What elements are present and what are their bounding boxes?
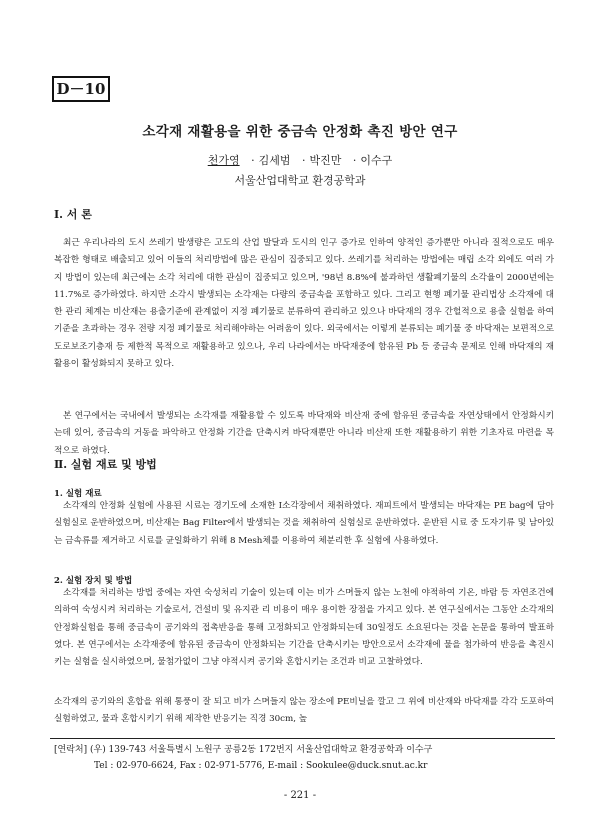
subsection-heading-materials: 1. 실험 재료: [54, 489, 102, 499]
apparatus-paragraph-1: 소각재를 처리하는 방법 중에는 자연 숙성처리 기술이 있는데 이는 비가 스며들지 않는 노천에 야적하여 기온, 바람 등 자연조건에 의하여 숙성시켜 처리하는 기술로서, 건설비 및 유지관 리 비용이 매우 용이한 장점을 가지고 있다. 본 연구실에서는 그동안 소각재의 안정화실험을 통해 중금속이 공기와의 접촉반응을 통해 고정화되고 안정화되는데 30일정도 소요된다는 것을 논문을 통하여 발표하였다. 본 연구에서는 소각재중에 함유된 중금속이 안정화되는 기간을 단축시키는 방안으로서 소각재에 물을 첨가하여 반응을 촉진시키는 실험을 실시하였으며, 물첨가없이 그냥 야적시켜 공기와 혼합시키는 조건과 비교 고찰하였다.: [54, 588, 554, 668]
author: 김세범: [258, 154, 291, 167]
intro-paragraph-2: 본 연구에서는 국내에서 발생되는 소각재를 재활용할 수 있도록 바닥재와 비산재 중에 함유된 중금속을 자연상태에서 안정화시키는데 있어, 중금속의 거동을 파악하고 안정화 기간을 단축시켜 바닥재뿐만 아니라 비산재 또한 재활용하기 위한 기초자료 마련을 목적으로 하였다.: [54, 411, 554, 456]
author-list: [0, 152, 600, 168]
footer-phone: Tel : 02-970-6624, Fax : 02-971-5776, E-mail : Sookulee@duck.snut.ac.kr: [94, 761, 428, 771]
contact-label: [연락처]: [54, 745, 88, 755]
section-heading-methods: Ⅱ. 실험 재료 및 방법: [54, 458, 157, 471]
affiliation: 서울산업대학교 환경공학과: [234, 174, 366, 187]
subsection-heading-apparatus: 2. 실험 장치 및 방법: [54, 576, 133, 586]
section-heading-intro: Ⅰ. 서 론: [54, 208, 92, 221]
footer-divider: [50, 738, 555, 739]
author: 박진만: [309, 154, 342, 167]
author: 이수구: [360, 154, 393, 167]
materials-paragraph: 소각재의 안정화 실험에 사용된 시료는 경기도에 소재한 I소각장에서 채취하였다. 재피트에서 발생되는 바닥재는 PE bag에 담아 실험실로 운반하였으며, 비산재는 Bag Filter에서 발생되는 것을 채취하여 실험실로 운반하였다. 운반된 시료 중 도자기류 및 남아있는 금속류를 제거하고 시료를 균일화하기 위해 8 Mesh체를 이용하여 체분리한 후 실험에 사용하였다.: [54, 501, 554, 546]
intro-paragraph-1: 최근 우리나라의 도시 쓰레기 발생량은 고도의 산업 발달과 도시의 인구 증가로 인하여 양적인 증가뿐만 아니라 질적으로도 매우 복잡한 형태로 배출되고 있어 이들의 처리방법에 많은 관심이 집중되고 있다. 쓰레기를 처리하는 방법에는 매립 소각 외에도 여러 가지 방법이 있는데 최근에는 소각 처리에 대한 관심이 집중되고 있으며, '98년 8.8%에 불과하던 생활폐기물의 소각율이 2000년에는 11.7%로 증가하였다. 하지만 소각시 발생되는 소각재는 다량의 중금속을 포함하고 있다. 그리고 현행 폐기물 관리법상 소각재에 대한 관리 체계는 비산재는 용출기준에 관계없이 지정 폐기물로 분류하여 관리하고 있으나 바닥재의 경우 간헐적으로 용출 실험을 하여 기준을 초과하는 경우 전량 지정 폐기물로 처리해야하는 어려움이 있다. 외국에서는 이렇게 분류되는 폐기물 중 바닥재는 보편적으로 도로보조기층재 등 제한적 목적으로 재활용하고 있으나, 우리 나라에서는 바닥재중에 함유된 Pb 등 중금속 문제로 인해 바닥재의 재활용이 활성화되지 못하고 있다.: [54, 238, 554, 370]
page-number: - 221 -: [283, 790, 317, 801]
contact-address: (우) 139-743 서울특별시 노원구 공릉2동 172번지 서울산업대학교 환경공학과 이수구: [89, 745, 433, 755]
author-separator: ·: [251, 154, 255, 167]
paper-title: 소각재 재활용을 위한 중금속 안정화 촉진 방안 연구: [142, 124, 458, 140]
author-separator: ·: [302, 154, 306, 167]
author-separator: ·: [352, 154, 357, 167]
footer-contact: [54, 744, 432, 756]
session-code-box: D－10: [52, 76, 110, 102]
author-presenter: 천가영: [207, 154, 240, 167]
apparatus-paragraph-2: 소각재의 공기와의 혼합을 위해 통풍이 잘 되고 비가 스며들지 않는 장소에 PE비닐을 깔고 그 위에 비산재와 바닥재를 각각 도포하여 실험하였고, 물과 혼합시키기 위해 제작한 반응기는 직경 30cm, 높: [54, 697, 554, 725]
